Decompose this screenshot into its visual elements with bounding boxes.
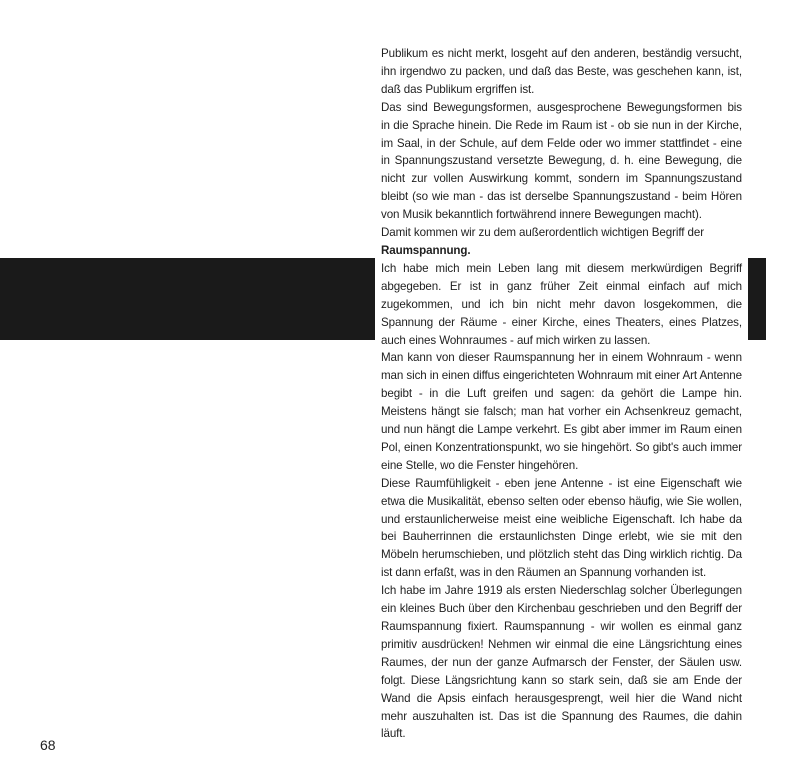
paragraph-jahre-1919: Ich habe im Jahre 1919 als ersten Niederschlag solcher Überlegungen ein kleines Buch über den Kirchenbau geschrieben und den Begriff der Raumspannung fixiert. Raumspannung - wir wollen es einmal ganz primitiv ausdrücken! Nehmen wir einmal die eine Längsrichtung eines Raumes, der nun der ganze Aufmarsch der Fenster, der Säulen usw. folgt. Diese Längsrichtung kann so stark sein, daß sie am Ende der Wand die Apsis einfach herausgesprengt, weil hier die Wand nicht mehr auszuhalten ist. Das ist die Spannung des Raumes, die dahin läuft. — [381, 584, 742, 741]
text-column — [381, 45, 742, 743]
decorative-black-bar-left — [0, 258, 375, 340]
page-number: 68 — [40, 737, 56, 753]
paragraph-publikum: Publikum es nicht merkt, losgeht auf den anderen, beständig versucht, ihn irgendwo zu packen, und daß das Beste, was geschehen kann, ist, daß das Publikum ergriffen ist. — [381, 47, 742, 96]
paragraph-damit-kommen: Damit kommen wir zu dem außerordentlich wichtigen Begriff der — [381, 226, 704, 240]
paragraph-wohnraum: Man kann von dieser Raumspannung her in einem Wohnraum - wenn man sich in einen diffus eingerichteten Wohnraum mit einer Art Antenne begibt - in die Luft greifen und sagen: da gehört die Lampe hin. Meistens hängt sie falsch; man hat vorher ein Achsenkreuz gemacht, und nun hängt die Lampe verkehrt. Es gibt aber immer im Raum einen Pol, einen Konzentrationspunkt, wo sie hingehört. So gibt's auch immer eine Stelle, wo die Fenster hingehören. — [381, 351, 742, 472]
decorative-black-bar-right — [748, 258, 766, 340]
paragraph-raumfuehligkeit: Diese Raumfühligkeit - eben jene Antenne - ist eine Eigenschaft wie etwa die Musikalität, ebenso selten oder ebenso häufig, wie Sie wollen, und erstaunlicherweise meist eine weibliche Eigenschaft. Ich habe da bei Bauherrinnen die erstaunlichsten Dinge erlebt, wie sie mit den Möbeln herumschieben, und plötzlich steht das Ding wirklich richtig. Da ist dann erfaßt, was in den Räumen an Spannung vorhanden ist. — [381, 476, 742, 580]
paragraph-mein-leben: Ich habe mich mein Leben lang mit diesem merkwürdigen Begriff abgegeben. Er ist in ganz früher Zeit einmal einfach auf mich zugekommen, und ich bin nicht mehr davon losgekommen, die Spannung der Räume - einer Kirche, eines Theaters, eines Platzes, auch eines Wohnraumes - auf mich wirken zu lassen. — [381, 261, 742, 347]
paragraph-bewegungsformen: Das sind Bewegungsformen, ausgesprochene Bewegungsformen bis in die Sprache hinein. Die Rede im Raum ist - ob sie nun in der Kirche, im Saal, in der Schule, auf dem Felde oder wo immer stattfindet - eine in Spannungszustand versetzte Bewegung, d. h. eine Bewegung, die nicht zur vollen Auswirkung kommt, sondern im Spannungszustand bleibt (so wie man - das ist derselbe Spannungszustand - beim Hören von Musik bekanntlich fortwährend innere Bewegungen macht). — [381, 100, 742, 222]
heading-raumspannung: Raumspannung. — [381, 243, 471, 257]
